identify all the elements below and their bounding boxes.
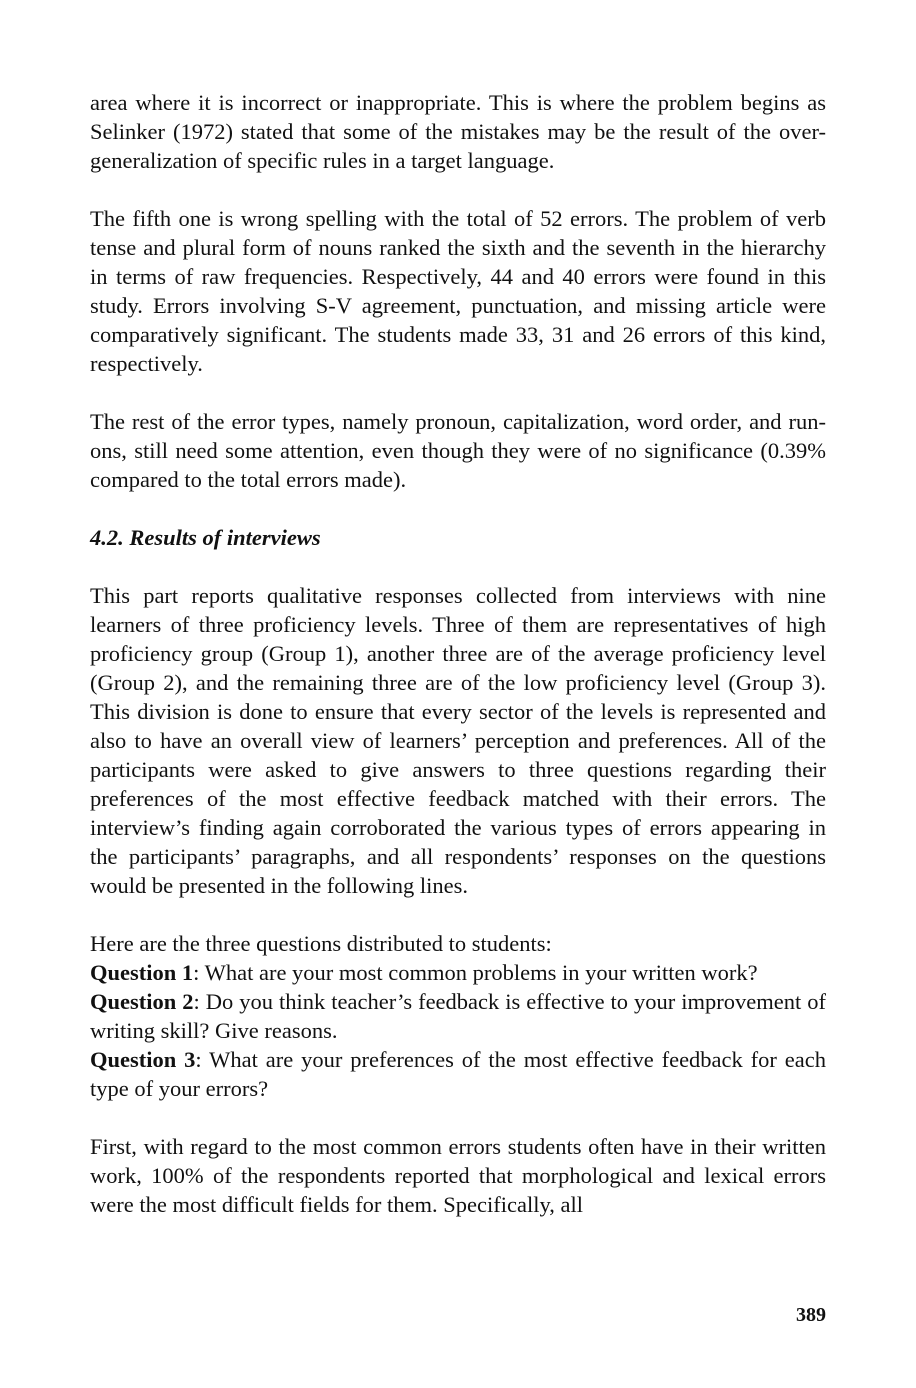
- question-2: [90, 987, 826, 1045]
- question-label: Question 2: [90, 989, 194, 1014]
- paragraph-error-counts: The fifth one is wrong spelling with the total of 52 errors. The problem of verb tense and plural form of nouns ranked the sixth and the seventh in the hierarchy in terms of raw frequencies. Respectively, 44 and 40 errors were found in this study. Errors involving S-V agreement, punctuation, and missing article were comparatively significant. The students made 33, 31 and 26 errors of this kind, respectively.: [90, 206, 826, 376]
- paragraph-continuation: area where it is incorrect or inappropriate. This is where the problem begins as Selinker (1972) stated that some of the mistakes may be the result of the over-generalization of specific rules in a target language.: [90, 90, 826, 173]
- question-label: Question 1: [90, 960, 194, 985]
- paragraph-interview-intro: This part reports qualitative responses collected from interviews with nine learners of three proficiency levels. Three of them are representatives of high proficiency group (Group 1), another three are of the average proficiency level (Group 2), and the remaining three are of the low proficiency level (Group 3). This division is done to ensure that every sector of the levels is represented and also to have an overall view of learners’ perception and preferences. All of the participants were asked to give answers to three questions regarding their preferences of the most effective feedback matched with their errors. The interview’s finding again corroborated the various types of errors appearing in the participants’ paragraphs, and all respondents’ responses on the questions would be presented in the following lines.: [90, 583, 826, 898]
- page-body: [90, 88, 826, 1219]
- question-1: [90, 958, 826, 987]
- question-text: : Do you think teacher’s feedback is effective to your improvement of writing skill? Give reasons.: [90, 989, 827, 1043]
- questions-intro: Here are the three questions distributed to students:: [90, 931, 552, 956]
- page-number: 389: [796, 1304, 826, 1326]
- paragraph-common-errors: First, with regard to the most common errors students often have in their written work, 100% of the respondents reported that morphological and lexical errors were the most difficult fields for them. Specifically, all: [90, 1134, 826, 1217]
- question-text: : What are your most common problems in your written work?: [193, 960, 758, 985]
- question-label: Question 3: [90, 1047, 196, 1072]
- section-heading: 4.2. Results of interviews: [90, 525, 321, 550]
- question-text: : What are your preferences of the most effective feedback for each type of your errors?: [90, 1047, 826, 1101]
- question-3: [90, 1045, 826, 1103]
- paragraph-remaining-errors: The rest of the error types, namely pronoun, capitalization, word order, and run-ons, still need some attention, even though they were of no significance (0.39% compared to the total errors made).: [90, 409, 826, 492]
